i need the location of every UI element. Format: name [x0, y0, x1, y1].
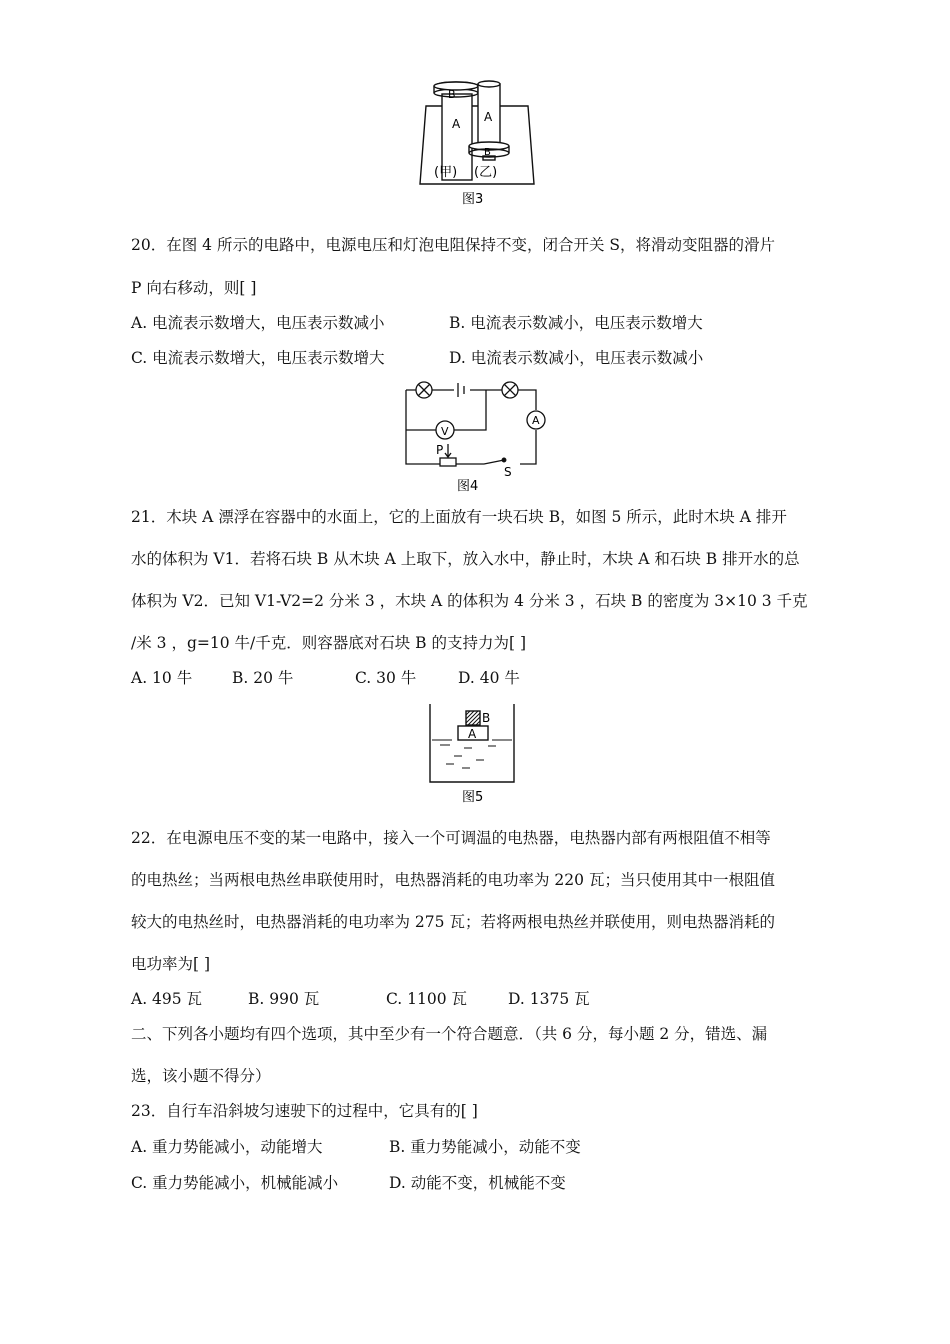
fig3-label-B-left: B: [448, 88, 456, 101]
figure-3: [418, 76, 536, 208]
q22-option-a: A. 495 瓦: [131, 990, 203, 1008]
q23-stem-line1: 23．自行车沿斜坡匀速驶下的过程中，它具有的[ ]: [131, 1102, 478, 1120]
fig3-label-A-left: A: [452, 117, 461, 131]
q22-option-c: C. 1100 瓦: [386, 990, 468, 1008]
fig3-label-A-right: A: [484, 110, 493, 124]
fig4-voltmeter-label: V: [441, 425, 449, 438]
q23-option-a: A. 重力势能减小，动能增大: [131, 1138, 323, 1156]
q20-stem-line2: P 向右移动，则[ ]: [131, 279, 257, 297]
q21-stem-line1: 21．木块 A 漂浮在容器中的水面上，它的上面放有一块石块 B，如图 5 所示，此时木块 A 排开: [131, 508, 787, 526]
fig5-label-A: A: [468, 727, 477, 741]
q20-option-d: D. 电流表示数减小，电压表示数减小: [449, 349, 704, 367]
fig3-caption: 图3: [462, 192, 484, 207]
figure-5: [424, 702, 522, 806]
fig5-label-B: B: [482, 711, 491, 725]
q23-option-d: D. 动能不变，机械能不变: [389, 1174, 566, 1192]
q21-stem-line2: 水的体积为 V1．若将石块 B 从木块 A 上取下，放入水中，静止时，木块 A 和石块 B 排开水的总: [131, 550, 800, 568]
figure-4: [400, 378, 550, 494]
q21-option-a: A. 10 牛: [131, 669, 193, 687]
section-2-instructions-line1: 二、下列各小题均有四个选项，其中至少有一个符合题意．（共 6 分，每小题 2 分，错选、漏: [131, 1025, 768, 1043]
q22-stem-line4: 电功率为[ ]: [131, 955, 211, 973]
q22-option-d: D. 1375 瓦: [508, 990, 590, 1008]
q20-stem-line1: 20．在图 4 所示的电路中，电源电压和灯泡电阻保持不变，闭合开关 S，将滑动变阻器的滑片: [131, 236, 775, 254]
q22-stem-line3: 较大的电热丝时，电热器消耗的电功率为 275 瓦；若将两根电热丝并联使用，则电热器消耗的: [131, 913, 775, 931]
q20-option-c: C. 电流表示数增大，电压表示数增大: [131, 349, 385, 367]
q21-stem-line3: 体积为 V2．已知 V1-V2=2 分米 3 ，木块 A 的体积为 4 分米 3 ，石块 B 的密度为 3×10 3 千克: [131, 592, 808, 610]
section-2-instructions-line2: 选，该小题不得分）: [131, 1067, 271, 1085]
q22-stem-line1: 22．在电源电压不变的某一电路中，接入一个可调温的电热器，电热器内部有两根阻值不相等: [131, 829, 771, 847]
q21-stem-line4: /米 3 ，g=10 牛/千克．则容器底对石块 B 的支持力为[ ]: [131, 634, 526, 652]
fig4-ammeter-label: A: [532, 414, 540, 427]
fig4-caption: 图4: [457, 479, 479, 494]
q21-option-c: C. 30 牛: [355, 669, 417, 687]
q22-stem-line2: 的电热丝；当两根电热丝串联使用时，电热器消耗的电功率为 220 瓦；当只使用其中一根阻值: [131, 871, 775, 889]
fig3-label-B-right: B: [484, 147, 491, 158]
q22-option-b: B. 990 瓦: [248, 990, 320, 1008]
fig3-label-yi: (乙): [474, 165, 498, 180]
q23-option-c: C. 重力势能减小，机械能减小: [131, 1174, 339, 1192]
q20-option-b: B. 电流表示数减小，电压表示数增大: [449, 314, 703, 332]
fig5-caption: 图5: [462, 790, 484, 805]
q21-option-b: B. 20 牛: [232, 669, 294, 687]
fig4-switch-label: S: [504, 465, 512, 479]
fig3-label-jia: (甲): [434, 165, 458, 180]
q20-option-a: A. 电流表示数增大，电压表示数减小: [131, 314, 385, 332]
q21-option-d: D. 40 牛: [458, 669, 520, 687]
fig4-slider-label: P: [436, 443, 444, 457]
q23-option-b: B. 重力势能减小，动能不变: [389, 1138, 581, 1156]
